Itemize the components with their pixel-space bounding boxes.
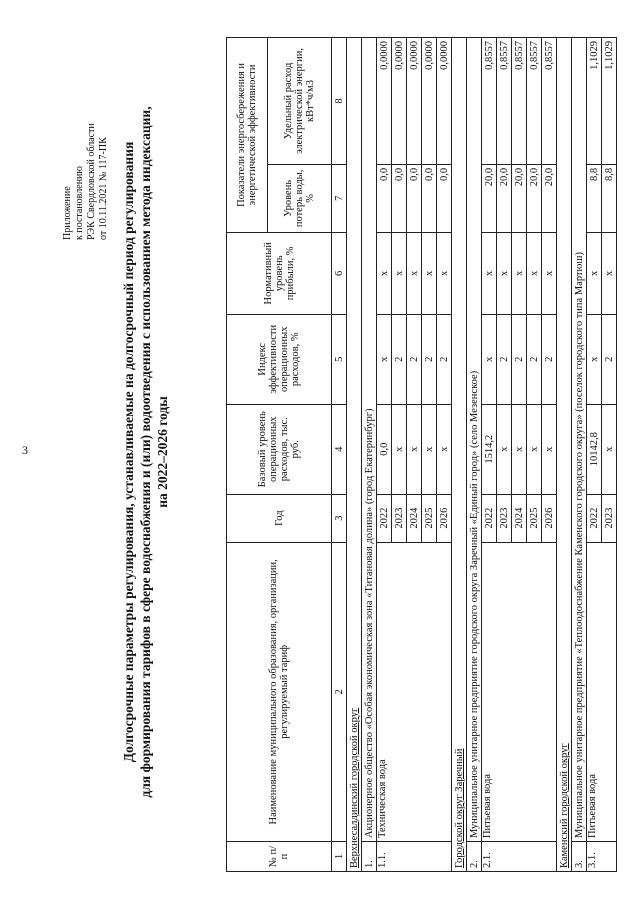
tariff-name: Техническая вода: [377, 542, 452, 841]
specific-cell: 0,8557: [542, 38, 557, 165]
section-title: Верхнесалдинский городской округ: [347, 38, 362, 872]
appendix-line-1: Приложение: [62, 186, 73, 240]
losses-cell: 0,0: [437, 164, 452, 232]
appendix-line-4: от 10.11.2021 № 117-ПК: [98, 137, 109, 240]
appendix-note: [62, 123, 110, 240]
title-line-3: на 2022–2026 годы: [155, 396, 170, 508]
col-number: 6: [332, 232, 347, 314]
profit-cell: х: [422, 232, 437, 314]
specific-cell: 1,1029: [587, 38, 602, 165]
specific-cell: 0,0000: [407, 38, 422, 165]
index-cell: х: [482, 314, 497, 404]
specific-cell: 0,8557: [527, 38, 542, 165]
profit-cell: х: [527, 232, 542, 314]
header-losses: Уровень потерь воды, %: [268, 164, 332, 232]
profit-cell: х: [512, 232, 527, 314]
base-cell: х: [422, 404, 437, 494]
profit-cell: х: [602, 232, 617, 314]
col-number: 2: [332, 542, 347, 841]
tariff-num: 3.1.: [587, 842, 617, 872]
specific-cell: 0,8557: [482, 38, 497, 165]
year-cell: 2023: [602, 494, 617, 542]
losses-cell: 20,0: [497, 164, 512, 232]
tariff-name: Питьевая вода: [587, 542, 617, 841]
year-cell: 2023: [497, 494, 512, 542]
org-num: 3.: [572, 842, 587, 872]
profit-cell: х: [587, 232, 602, 314]
index-cell: 2: [602, 314, 617, 404]
col-number: 5: [332, 314, 347, 404]
year-cell: 2022: [587, 494, 602, 542]
col-number: 4: [332, 404, 347, 494]
profit-cell: х: [482, 232, 497, 314]
section-title: Городской округ Заречный: [452, 38, 467, 872]
index-cell: 2: [392, 314, 407, 404]
col-number: 3: [332, 494, 347, 542]
profit-cell: х: [407, 232, 422, 314]
base-cell: 10142,8: [587, 404, 602, 494]
index-cell: 2: [407, 314, 422, 404]
losses-cell: 20,0: [512, 164, 527, 232]
specific-cell: 0,8557: [497, 38, 512, 165]
page-number: 3: [22, 443, 28, 457]
index-cell: 2: [527, 314, 542, 404]
rotated-document: [20, 22, 620, 882]
header-specific: Удельный расход электрической энергии, кВт*ч/м3: [268, 38, 332, 165]
year-cell: 2026: [542, 494, 557, 542]
index-cell: 2: [497, 314, 512, 404]
profit-cell: х: [392, 232, 407, 314]
specific-cell: 0,0000: [377, 38, 392, 165]
profit-cell: х: [497, 232, 512, 314]
base-cell: х: [437, 404, 452, 494]
section-title: Каменский городской округ: [557, 38, 572, 872]
base-cell: х: [527, 404, 542, 494]
year-cell: 2024: [407, 494, 422, 542]
base-cell: 1514,2: [482, 404, 497, 494]
header-base: Базовый уровень операционных расходов, тыс. руб.: [227, 404, 332, 494]
title-line-1: Долгосрочные параметры регулирования, устанавливаемые на долгосрочный период регулирования: [121, 141, 136, 763]
losses-cell: 20,0: [482, 164, 497, 232]
org-name: Муниципальное унитарное предприятие «Теплоодоснабжение Каменского городского округа» (поселок городского типа Мартюш): [572, 38, 587, 842]
title-line-2: для формирования тарифов в сфере водоснабжения и (или) водоотведения с использованием метода индексации,: [138, 106, 153, 798]
year-cell: 2024: [512, 494, 527, 542]
base-cell: х: [407, 404, 422, 494]
base-cell: х: [392, 404, 407, 494]
document-title: [120, 22, 171, 882]
org-name: Акционерное общество «Особая экономическая зона «Титановая долина» (город Екатеринбург): [362, 38, 377, 842]
col-number: 7: [332, 164, 347, 232]
losses-cell: 8,8: [602, 164, 617, 232]
base-cell: 0,0: [377, 404, 392, 494]
header-name: Наименование муниципального образования, организации, регулируемый тариф: [227, 542, 332, 841]
specific-cell: 0,8557: [512, 38, 527, 165]
profit-cell: х: [437, 232, 452, 314]
header-profit: Нормативный уровень прибыли, %: [227, 232, 332, 314]
year-cell: 2022: [482, 494, 497, 542]
index-cell: 2: [512, 314, 527, 404]
specific-cell: 0,0000: [422, 38, 437, 165]
losses-cell: 0,0: [377, 164, 392, 232]
profit-cell: х: [542, 232, 557, 314]
header-index: Индекс эффективности операционных расходов, %: [227, 314, 332, 404]
specific-cell: 0,0000: [392, 38, 407, 165]
losses-cell: 0,0: [407, 164, 422, 232]
tariff-num: 1.1.: [377, 842, 452, 872]
profit-cell: х: [377, 232, 392, 314]
base-cell: х: [497, 404, 512, 494]
year-cell: 2026: [437, 494, 452, 542]
org-name: Муниципальное унитарное предприятие городского округа Заречный «Единый город» (село Мезенское): [467, 38, 482, 842]
col-number: 8: [332, 38, 347, 165]
org-num: 2.: [467, 842, 482, 872]
header-year: Год: [227, 494, 332, 542]
tariff-name: Питьевая вода: [482, 542, 557, 841]
losses-cell: 8,8: [587, 164, 602, 232]
header-num: № п/п: [227, 842, 332, 872]
appendix-line-2: к постановлению: [74, 166, 85, 240]
index-cell: х: [587, 314, 602, 404]
year-cell: 2022: [377, 494, 392, 542]
parameters-table: [226, 37, 617, 872]
base-cell: х: [602, 404, 617, 494]
header-energy-group: Показатели энергосбережения и энергетической эффективности: [227, 38, 268, 233]
base-cell: х: [542, 404, 557, 494]
org-num: 1.: [362, 842, 377, 872]
losses-cell: 20,0: [527, 164, 542, 232]
index-cell: 2: [422, 314, 437, 404]
year-cell: 2025: [527, 494, 542, 542]
specific-cell: 1,1029: [602, 38, 617, 165]
tariff-num: 2.1.: [482, 842, 557, 872]
index-cell: 2: [437, 314, 452, 404]
specific-cell: 0,0000: [437, 38, 452, 165]
year-cell: 2025: [422, 494, 437, 542]
losses-cell: 20,0: [542, 164, 557, 232]
col-number: 1: [332, 842, 347, 872]
index-cell: 2: [542, 314, 557, 404]
year-cell: 2023: [392, 494, 407, 542]
base-cell: х: [512, 404, 527, 494]
losses-cell: 0,0: [392, 164, 407, 232]
appendix-line-3: РЭК Свердловской области: [86, 123, 97, 240]
losses-cell: 0,0: [422, 164, 437, 232]
index-cell: х: [377, 314, 392, 404]
